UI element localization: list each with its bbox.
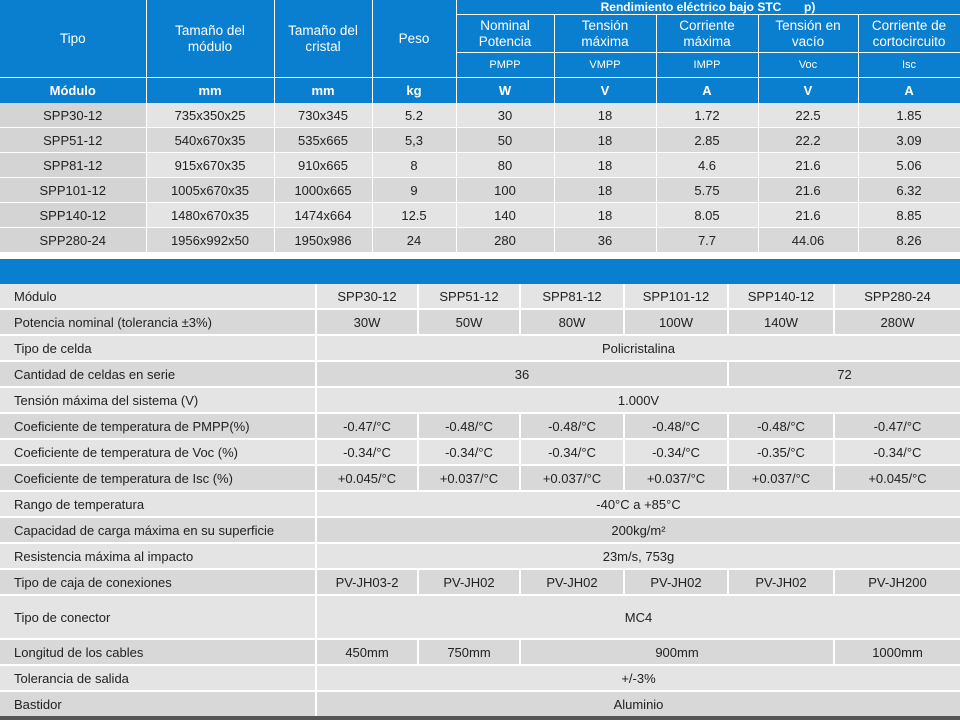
spec-value: -0.34/°C bbox=[418, 439, 520, 465]
spec-value: 200kg/m² bbox=[316, 517, 960, 543]
header-vmpp: VMPP bbox=[554, 53, 656, 78]
bottom-border bbox=[0, 716, 960, 720]
spec-label: Módulo bbox=[0, 284, 316, 309]
spec-value: 50W bbox=[418, 309, 520, 335]
spec-value: -0.48/°C bbox=[624, 413, 728, 439]
spec-value: SPP81-12 bbox=[520, 284, 624, 309]
module-value-cell: 8.26 bbox=[858, 228, 960, 253]
module-name-cell: SPP101-12 bbox=[0, 178, 146, 203]
spec-value: SPP51-12 bbox=[418, 284, 520, 309]
spec-row-coef-voc bbox=[0, 439, 960, 465]
spec-value: +/-3% bbox=[316, 665, 960, 691]
spec-value: +0.037/°C bbox=[520, 465, 624, 491]
spec-row-modulo bbox=[0, 284, 960, 309]
spec-value: PV-JH02 bbox=[728, 569, 834, 595]
spec-label: Tensión máxima del sistema (V) bbox=[0, 387, 316, 413]
spec-row-conector bbox=[0, 595, 960, 639]
spec-value: -0.47/°C bbox=[316, 413, 418, 439]
spec-value: PV-JH200 bbox=[834, 569, 960, 595]
module-value-cell: 915x670x35 bbox=[146, 153, 274, 178]
group-suffix: p) bbox=[804, 0, 816, 14]
module-row bbox=[0, 153, 960, 178]
module-value-cell: 1005x670x35 bbox=[146, 178, 274, 203]
module-value-cell: 5,3 bbox=[372, 128, 456, 153]
unit-cell: V bbox=[758, 78, 858, 104]
spec-value: MC4 bbox=[316, 595, 960, 639]
module-value-cell: 2.85 bbox=[656, 128, 758, 153]
header-pmpp: PMPP bbox=[456, 53, 554, 78]
spec-row-caja bbox=[0, 569, 960, 595]
spec-value: +0.045/°C bbox=[316, 465, 418, 491]
module-value-cell: 1956x992x50 bbox=[146, 228, 274, 253]
spec-value: PV-JH02 bbox=[418, 569, 520, 595]
spec-value: 1000mm bbox=[834, 639, 960, 665]
spec-value: -0.35/°C bbox=[728, 439, 834, 465]
spec-value: Aluminio bbox=[316, 691, 960, 717]
spec-row-coef-pmpp bbox=[0, 413, 960, 439]
spec-label: Longitud de los cables bbox=[0, 639, 316, 665]
module-value-cell: 6.32 bbox=[858, 178, 960, 203]
module-value-cell: 5.06 bbox=[858, 153, 960, 178]
spec-value: -0.48/°C bbox=[728, 413, 834, 439]
spec-value: -0.34/°C bbox=[834, 439, 960, 465]
module-row bbox=[0, 103, 960, 128]
module-name-cell: SPP280-24 bbox=[0, 228, 146, 253]
header-corriente-max: Corriente máxima bbox=[656, 15, 758, 53]
module-value-cell: 18 bbox=[554, 103, 656, 128]
spec-row-tipo-celda bbox=[0, 335, 960, 361]
spec-label: Coeficiente de temperatura de PMPP(%) bbox=[0, 413, 316, 439]
module-value-cell: 910x665 bbox=[274, 153, 372, 178]
module-value-cell: 18 bbox=[554, 178, 656, 203]
spec-value: -0.48/°C bbox=[520, 413, 624, 439]
header-impp: IMPP bbox=[656, 53, 758, 78]
module-row bbox=[0, 228, 960, 253]
spec-value: SPP30-12 bbox=[316, 284, 418, 309]
spec-label: Potencia nominal (tolerancia ±3%) bbox=[0, 309, 316, 335]
module-value-cell: 21.6 bbox=[758, 153, 858, 178]
spec-value: 140W bbox=[728, 309, 834, 335]
module-value-cell: 50 bbox=[456, 128, 554, 153]
spec-value: 1.000V bbox=[316, 387, 960, 413]
unit-cell: V bbox=[554, 78, 656, 104]
module-row bbox=[0, 178, 960, 203]
unit-cell: mm bbox=[146, 78, 274, 104]
module-value-cell: 1474x664 bbox=[274, 203, 372, 228]
unit-cell: A bbox=[656, 78, 758, 104]
spec-value: 280W bbox=[834, 309, 960, 335]
spec-label: Tipo de conector bbox=[0, 595, 316, 639]
spec-row-tension-sistema bbox=[0, 387, 960, 413]
spec-row-cables bbox=[0, 639, 960, 665]
header-peso: Peso bbox=[372, 0, 456, 78]
spec-row-rango-temp bbox=[0, 491, 960, 517]
module-value-cell: 730x345 bbox=[274, 103, 372, 128]
spec-label: Bastidor bbox=[0, 691, 316, 717]
module-value-cell: 21.6 bbox=[758, 178, 858, 203]
module-value-cell: 18 bbox=[554, 128, 656, 153]
module-value-cell: 22.2 bbox=[758, 128, 858, 153]
module-value-cell: 5.2 bbox=[372, 103, 456, 128]
spec-value: 36 bbox=[316, 361, 728, 387]
spec-row-potencia bbox=[0, 309, 960, 335]
module-value-cell: 18 bbox=[554, 203, 656, 228]
spec-value: 80W bbox=[520, 309, 624, 335]
module-value-cell: 4.6 bbox=[656, 153, 758, 178]
spec-value: 23m/s, 753g bbox=[316, 543, 960, 569]
module-value-cell: 21.6 bbox=[758, 203, 858, 228]
spec-value: -40°C a +85°C bbox=[316, 491, 960, 517]
module-value-cell: 18 bbox=[554, 153, 656, 178]
module-value-cell: 22.5 bbox=[758, 103, 858, 128]
module-value-cell: 1.85 bbox=[858, 103, 960, 128]
spec-value: -0.34/°C bbox=[624, 439, 728, 465]
spec-value: PV-JH02 bbox=[520, 569, 624, 595]
module-value-cell: 8 bbox=[372, 153, 456, 178]
spec-value: +0.037/°C bbox=[624, 465, 728, 491]
spec-label: Capacidad de carga máxima en su superficie bbox=[0, 517, 316, 543]
module-value-cell: 24 bbox=[372, 228, 456, 253]
spec-value: 450mm bbox=[316, 639, 418, 665]
module-value-cell: 1.72 bbox=[656, 103, 758, 128]
module-value-cell: 100 bbox=[456, 178, 554, 203]
header-group-stc bbox=[456, 0, 960, 15]
module-value-cell: 12.5 bbox=[372, 203, 456, 228]
spec-value: 900mm bbox=[520, 639, 834, 665]
header-tension-vacio: Tensión en vacío bbox=[758, 15, 858, 53]
spec-row-carga bbox=[0, 517, 960, 543]
module-value-cell: 30 bbox=[456, 103, 554, 128]
module-value-cell: 540x670x35 bbox=[146, 128, 274, 153]
header-tamano-modulo: Tamaño del módulo bbox=[146, 0, 274, 78]
unit-cell: A bbox=[858, 78, 960, 104]
spec-label: Rango de temperatura bbox=[0, 491, 316, 517]
module-name-cell: SPP30-12 bbox=[0, 103, 146, 128]
module-value-cell: 140 bbox=[456, 203, 554, 228]
unit-cell: mm bbox=[274, 78, 372, 104]
module-row bbox=[0, 203, 960, 228]
spec-value: -0.47/°C bbox=[834, 413, 960, 439]
module-value-cell: 36 bbox=[554, 228, 656, 253]
spec-label: Resistencia máxima al impacto bbox=[0, 543, 316, 569]
unit-cell: kg bbox=[372, 78, 456, 104]
spec-value: 100W bbox=[624, 309, 728, 335]
spec-row-bastidor bbox=[0, 691, 960, 717]
module-value-cell: 535x665 bbox=[274, 128, 372, 153]
spec-value: SPP101-12 bbox=[624, 284, 728, 309]
module-value-cell: 9 bbox=[372, 178, 456, 203]
spec-label: Tipo de caja de conexiones bbox=[0, 569, 316, 595]
section-divider-band bbox=[0, 259, 960, 284]
spec-value: 750mm bbox=[418, 639, 520, 665]
module-row bbox=[0, 128, 960, 153]
spec-label: Tolerancia de salida bbox=[0, 665, 316, 691]
header-tension-max: Tensión máxima bbox=[554, 15, 656, 53]
spec-row-tolerancia bbox=[0, 665, 960, 691]
spec-value: -0.48/°C bbox=[418, 413, 520, 439]
electrical-spec-table bbox=[0, 0, 960, 253]
module-value-cell: 735x350x25 bbox=[146, 103, 274, 128]
header-isc: Isc bbox=[858, 53, 960, 78]
group-title: Rendimiento eléctrico bajo STC bbox=[600, 0, 782, 14]
spec-row-coef-isc bbox=[0, 465, 960, 491]
spec-value: 72 bbox=[728, 361, 960, 387]
spec-value: PV-JH02 bbox=[624, 569, 728, 595]
module-value-cell: 3.09 bbox=[858, 128, 960, 153]
module-value-cell: 5.75 bbox=[656, 178, 758, 203]
header-nominal: Nominal Potencia bbox=[456, 15, 554, 53]
header-tamano-cristal: Tamaño del cristal bbox=[274, 0, 372, 78]
spec-value: SPP140-12 bbox=[728, 284, 834, 309]
module-value-cell: 8.05 bbox=[656, 203, 758, 228]
module-value-cell: 8.85 bbox=[858, 203, 960, 228]
module-value-cell: 44.06 bbox=[758, 228, 858, 253]
module-name-cell: SPP140-12 bbox=[0, 203, 146, 228]
spec-label: Coeficiente de temperatura de Isc (%) bbox=[0, 465, 316, 491]
units-row bbox=[0, 78, 960, 104]
spec-value: +0.045/°C bbox=[834, 465, 960, 491]
module-value-cell: 280 bbox=[456, 228, 554, 253]
spec-row-cantidad-celdas bbox=[0, 361, 960, 387]
header-voc: Voc bbox=[758, 53, 858, 78]
spec-value: -0.34/°C bbox=[520, 439, 624, 465]
module-value-cell: 1480x670x35 bbox=[146, 203, 274, 228]
spec-value: +0.037/°C bbox=[728, 465, 834, 491]
spec-label: Coeficiente de temperatura de Voc (%) bbox=[0, 439, 316, 465]
spec-value: 30W bbox=[316, 309, 418, 335]
spec-value: PV-JH03-2 bbox=[316, 569, 418, 595]
header-corriente-cc: Corriente de cortocircuito bbox=[858, 15, 960, 53]
spec-value: Policristalina bbox=[316, 335, 960, 361]
module-value-cell: 1950x986 bbox=[274, 228, 372, 253]
spec-value: +0.037/°C bbox=[418, 465, 520, 491]
spec-label: Tipo de celda bbox=[0, 335, 316, 361]
module-value-cell: 7.7 bbox=[656, 228, 758, 253]
module-value-cell: 1000x665 bbox=[274, 178, 372, 203]
module-name-cell: SPP51-12 bbox=[0, 128, 146, 153]
spec-value: SPP280-24 bbox=[834, 284, 960, 309]
unit-cell: Módulo bbox=[0, 78, 146, 104]
header-tipo: Tipo bbox=[0, 0, 146, 78]
spec-label: Cantidad de celdas en serie bbox=[0, 361, 316, 387]
spec-value: -0.34/°C bbox=[316, 439, 418, 465]
spec-row-impacto bbox=[0, 543, 960, 569]
unit-cell: W bbox=[456, 78, 554, 104]
module-value-cell: 80 bbox=[456, 153, 554, 178]
general-spec-table bbox=[0, 284, 960, 718]
module-name-cell: SPP81-12 bbox=[0, 153, 146, 178]
